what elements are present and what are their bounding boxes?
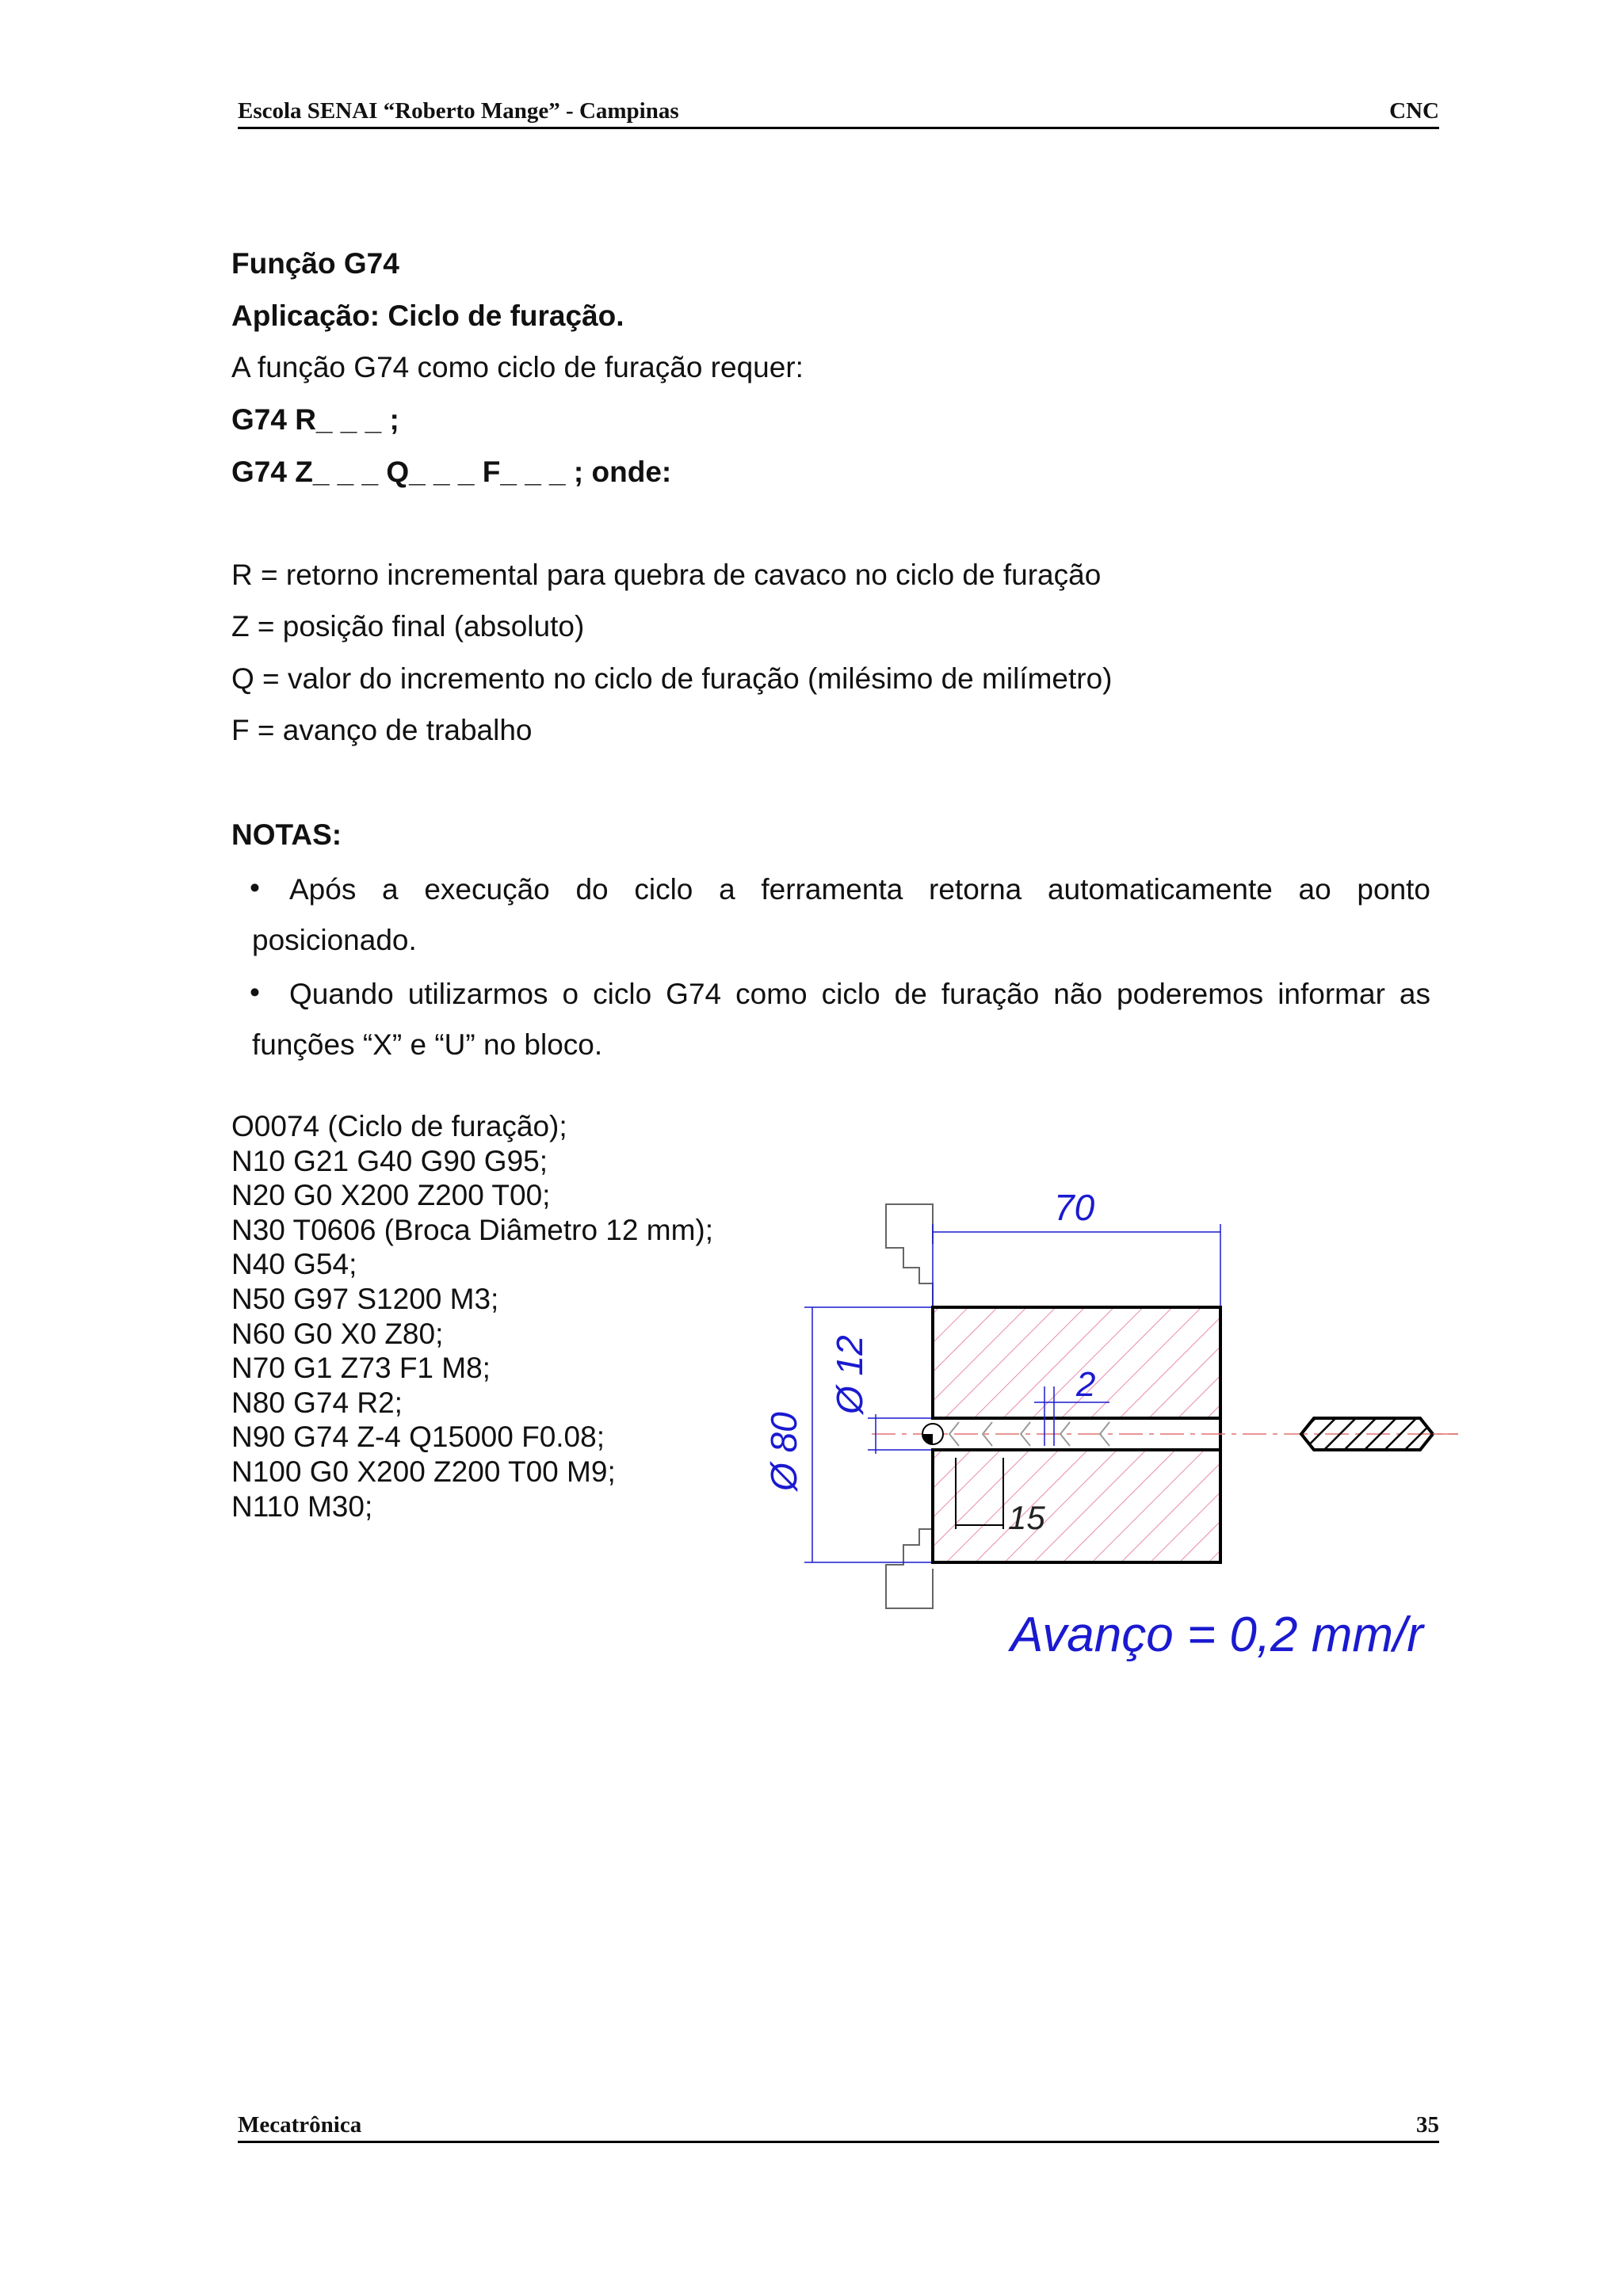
header-subject: CNC <box>1389 98 1439 124</box>
program-line: N10 G21 G40 G90 G95; <box>231 1144 548 1177</box>
notes-title: NOTAS: <box>231 818 342 851</box>
page-footer <box>238 2109 1439 2143</box>
section-title: Função G74 <box>231 247 399 280</box>
param-r: R = retorno incremental para quebra de cavaco no ciclo de furação <box>231 559 1102 591</box>
feed-note: Avanço = 0,2 mm/r <box>1010 1608 1423 1662</box>
program-line: N50 G97 S1200 M3; <box>231 1282 499 1315</box>
program-line: N90 G74 Z-4 Q15000 F0.08; <box>231 1421 605 1454</box>
dim-length: 70 <box>1054 1187 1095 1228</box>
application-line: Aplicação: Ciclo de furação. <box>231 299 624 332</box>
dim-outer-diameter: Ø 80 <box>763 1412 804 1491</box>
note-1-line-2: posicionado. <box>252 924 417 956</box>
note-2-line-1: Quando utilizarmos o ciclo G74 como ciclo de furação não poderemos informar as <box>289 978 1430 1010</box>
program-line: N80 G74 R2; <box>231 1386 403 1419</box>
dim-hole-diameter: Ø 12 <box>829 1335 870 1414</box>
param-z: Z = posição final (absoluto) <box>231 610 585 643</box>
page-header <box>238 95 1439 129</box>
footer-course: Mecatrônica <box>238 2112 362 2138</box>
technical-drawing <box>761 1165 1474 1688</box>
intro-text: A função G74 como ciclo de furação requer: <box>231 351 804 383</box>
chuck-jaws <box>886 1204 933 1608</box>
syntax-line-2: G74 Z_ _ _ Q_ _ _ F_ _ _ ; onde: <box>231 456 672 488</box>
program-line: N110 M30; <box>231 1489 373 1523</box>
note-2-line-2: funções “X” e “U” no bloco. <box>252 1028 603 1061</box>
header-school: Escola SENAI “Roberto Mange” - Campinas <box>238 98 679 124</box>
param-q: Q = valor do incremento no ciclo de furação (milésimo de milímetro) <box>231 662 1113 695</box>
program-line: N30 T0606 (Broca Diâmetro 12 mm); <box>231 1213 713 1246</box>
program-line: N70 G1 Z73 F1 M8; <box>231 1352 491 1385</box>
note-1-line-1: Após a execução do ciclo a ferramenta retorna automaticamente ao ponto <box>289 873 1430 906</box>
workpiece-lower <box>933 1450 1220 1562</box>
cnc-program <box>231 1109 713 1524</box>
drill-bit-icon <box>1301 1418 1458 1450</box>
bullet-icon: • <box>250 976 260 1009</box>
dim-retract: 2 <box>1076 1365 1096 1404</box>
bullet-icon: • <box>250 871 260 904</box>
page-number: 35 <box>1416 2112 1439 2138</box>
program-line: N20 G0 X200 Z200 T00; <box>231 1179 551 1212</box>
param-f: F = avanço de trabalho <box>231 714 533 746</box>
program-line: N60 G0 X0 Z80; <box>231 1317 444 1350</box>
program-line: N40 G54; <box>231 1248 357 1281</box>
program-line: O0074 (Ciclo de furação); <box>231 1110 567 1142</box>
syntax-line-1: G74 R_ _ _ ; <box>231 403 399 436</box>
dim-increment: 15 <box>1008 1499 1045 1536</box>
program-line: N100 G0 X200 Z200 T00 M9; <box>231 1455 616 1488</box>
